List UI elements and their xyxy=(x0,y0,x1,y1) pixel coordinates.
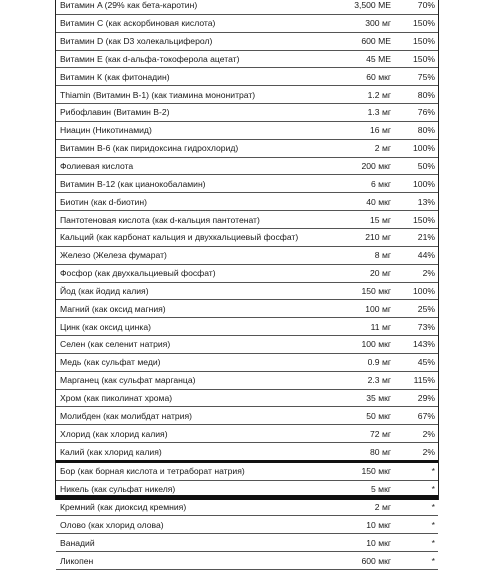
table-row xyxy=(56,228,438,246)
nutrient-table-body xyxy=(56,0,438,570)
nutrient-name: Витамин B-6 (как пиридоксина гидрохлорид) xyxy=(56,139,336,157)
panel-bottom-bar xyxy=(56,495,438,500)
table-row xyxy=(56,121,438,139)
nutrient-name: Ликопен xyxy=(56,552,336,570)
daily-value-percent: 75% xyxy=(397,68,438,86)
nutrient-amount: 45 МЕ xyxy=(336,50,397,68)
nutrient-name: Марганец (как сульфат марганца) xyxy=(56,371,336,389)
daily-value-percent: 50% xyxy=(397,157,438,175)
daily-value-percent: 115% xyxy=(397,371,438,389)
table-row xyxy=(56,68,438,86)
nutrient-amount: 80 мг xyxy=(336,443,397,462)
nutrient-name: Хлорид (как хлорид калия) xyxy=(56,425,336,443)
nutrient-amount: 40 мкг xyxy=(336,193,397,211)
nutrient-amount: 210 мг xyxy=(336,228,397,246)
daily-value-percent: * xyxy=(397,480,438,498)
nutrient-name: Витамин C (как аскорбиновая кислота) xyxy=(56,14,336,32)
daily-value-percent: 100% xyxy=(397,175,438,193)
daily-value-percent: 25% xyxy=(397,300,438,318)
daily-value-percent: 2% xyxy=(397,443,438,462)
daily-value-percent: 76% xyxy=(397,104,438,122)
nutrient-name: Йод (как йодид калия) xyxy=(56,282,336,300)
nutrient-amount: 10 мкг xyxy=(336,534,397,552)
nutrient-name: Медь (как сульфат меди) xyxy=(56,353,336,371)
daily-value-percent: * xyxy=(397,498,438,516)
table-row xyxy=(56,498,438,516)
table-row xyxy=(56,157,438,175)
daily-value-percent: 13% xyxy=(397,193,438,211)
nutrient-amount: 50 мкг xyxy=(336,407,397,425)
nutrient-amount: 1.2 мг xyxy=(336,86,397,104)
nutrient-amount: 3,500 МЕ xyxy=(336,0,397,14)
nutrient-name: Магний (как оксид магния) xyxy=(56,300,336,318)
daily-value-percent: 80% xyxy=(397,86,438,104)
table-row xyxy=(56,32,438,50)
nutrient-name: Селен (как селенит натрия) xyxy=(56,336,336,354)
nutrient-name: Витамин D (как D3 холекальциферол) xyxy=(56,32,336,50)
table-row xyxy=(56,282,438,300)
nutrient-amount: 11 мг xyxy=(336,318,397,336)
nutrient-amount: 60 мкг xyxy=(336,68,397,86)
nutrient-amount: 300 мг xyxy=(336,14,397,32)
daily-value-percent: 150% xyxy=(397,14,438,32)
nutrient-name: Кальций (как карбонат кальция и двухкальциевый фосфат) xyxy=(56,228,336,246)
daily-value-percent: 2% xyxy=(397,425,438,443)
nutrient-name: Thiamin (Витамин B-1) (как тиамина мононитрат) xyxy=(56,86,336,104)
nutrient-name: Цинк (как оксид цинка) xyxy=(56,318,336,336)
nutrient-name: Бор (как борная кислота и тетраборат натрия) xyxy=(56,461,336,480)
nutrient-amount: 150 мкг xyxy=(336,461,397,480)
table-row xyxy=(56,318,438,336)
nutrient-amount: 100 мкг xyxy=(336,336,397,354)
nutrient-name: Витамин A (29% как бета-каротин) xyxy=(56,0,336,14)
daily-value-percent: 150% xyxy=(397,50,438,68)
nutrient-name: Витамин К (как фитонадин) xyxy=(56,68,336,86)
nutrient-amount: 2 мг xyxy=(336,139,397,157)
panel-right-border xyxy=(438,0,439,500)
table-row xyxy=(56,246,438,264)
table-row xyxy=(56,50,438,68)
nutrient-amount: 0.9 мг xyxy=(336,353,397,371)
daily-value-percent: * xyxy=(397,552,438,570)
table-row xyxy=(56,211,438,229)
daily-value-percent: * xyxy=(397,534,438,552)
nutrient-name: Витамин E (как d-альфа-токоферола ацетат) xyxy=(56,50,336,68)
nutrient-amount: 150 мкг xyxy=(336,282,397,300)
nutrient-amount: 100 мг xyxy=(336,300,397,318)
table-row xyxy=(56,300,438,318)
table-row xyxy=(56,104,438,122)
table-row xyxy=(56,425,438,443)
daily-value-percent: 73% xyxy=(397,318,438,336)
nutrient-name: Хром (как пиколинат хрома) xyxy=(56,389,336,407)
table-row xyxy=(56,534,438,552)
table-row xyxy=(56,443,438,462)
nutrient-amount: 35 мкг xyxy=(336,389,397,407)
nutrient-name: Фосфор (как двухкальциевый фосфат) xyxy=(56,264,336,282)
daily-value-percent: * xyxy=(397,516,438,534)
table-row xyxy=(56,193,438,211)
nutrient-amount: 200 мкг xyxy=(336,157,397,175)
nutrient-amount: 10 мкг xyxy=(336,516,397,534)
table-row xyxy=(56,461,438,480)
table-row xyxy=(56,407,438,425)
table-row xyxy=(56,516,438,534)
daily-value-percent: 2% xyxy=(397,264,438,282)
daily-value-percent: 67% xyxy=(397,407,438,425)
nutrient-name: Олово (как хлорид олова) xyxy=(56,516,336,534)
daily-value-percent: 150% xyxy=(397,32,438,50)
nutrient-amount: 72 мг xyxy=(336,425,397,443)
nutrient-name: Калий (как хлорид калия) xyxy=(56,443,336,462)
daily-value-percent: 45% xyxy=(397,353,438,371)
daily-value-percent: 80% xyxy=(397,121,438,139)
table-row xyxy=(56,86,438,104)
daily-value-percent: 100% xyxy=(397,139,438,157)
nutrient-name: Железо (Железа фумарат) xyxy=(56,246,336,264)
nutrient-amount: 15 мг xyxy=(336,211,397,229)
table-row xyxy=(56,371,438,389)
nutrient-table xyxy=(56,0,438,570)
daily-value-percent: 29% xyxy=(397,389,438,407)
nutrient-name: Фолиевая кислота xyxy=(56,157,336,175)
nutrient-amount: 2.3 мг xyxy=(336,371,397,389)
table-row xyxy=(56,389,438,407)
table-row xyxy=(56,0,438,14)
table-row xyxy=(56,353,438,371)
nutrient-name: Никель (как сульфат никеля) xyxy=(56,480,336,498)
nutrient-amount: 16 мг xyxy=(336,121,397,139)
nutrient-name: Витамин B-12 (как цианокобаламин) xyxy=(56,175,336,193)
table-row xyxy=(56,139,438,157)
nutrient-name: Рибофлавин (Витамин B-2) xyxy=(56,104,336,122)
nutrient-amount: 5 мкг xyxy=(336,480,397,498)
nutrient-amount: 2 мг xyxy=(336,498,397,516)
daily-value-percent: 44% xyxy=(397,246,438,264)
nutrient-amount: 600 мкг xyxy=(336,552,397,570)
nutrient-name: Кремний (как диоксид кремния) xyxy=(56,498,336,516)
nutrient-amount: 6 мкг xyxy=(336,175,397,193)
daily-value-percent: * xyxy=(397,461,438,480)
daily-value-percent: 100% xyxy=(397,282,438,300)
table-row xyxy=(56,336,438,354)
daily-value-percent: 21% xyxy=(397,228,438,246)
daily-value-percent: 70% xyxy=(397,0,438,14)
daily-value-percent: 143% xyxy=(397,336,438,354)
daily-value-percent: 150% xyxy=(397,211,438,229)
nutrient-amount: 600 МЕ xyxy=(336,32,397,50)
nutrient-amount: 20 мг xyxy=(336,264,397,282)
nutrient-name: Биотин (как d-биотин) xyxy=(56,193,336,211)
nutrient-name: Молибден (как молибдат натрия) xyxy=(56,407,336,425)
nutrient-amount: 8 мг xyxy=(336,246,397,264)
table-row xyxy=(56,264,438,282)
nutrient-amount: 1.3 мг xyxy=(336,104,397,122)
nutrient-name: Ниацин (Никотинамид) xyxy=(56,121,336,139)
table-row xyxy=(56,552,438,570)
table-row xyxy=(56,14,438,32)
nutrient-name: Пантотеновая кислота (как d-кальция пантотенат) xyxy=(56,211,336,229)
table-row xyxy=(56,175,438,193)
nutrient-name: Ванадий xyxy=(56,534,336,552)
